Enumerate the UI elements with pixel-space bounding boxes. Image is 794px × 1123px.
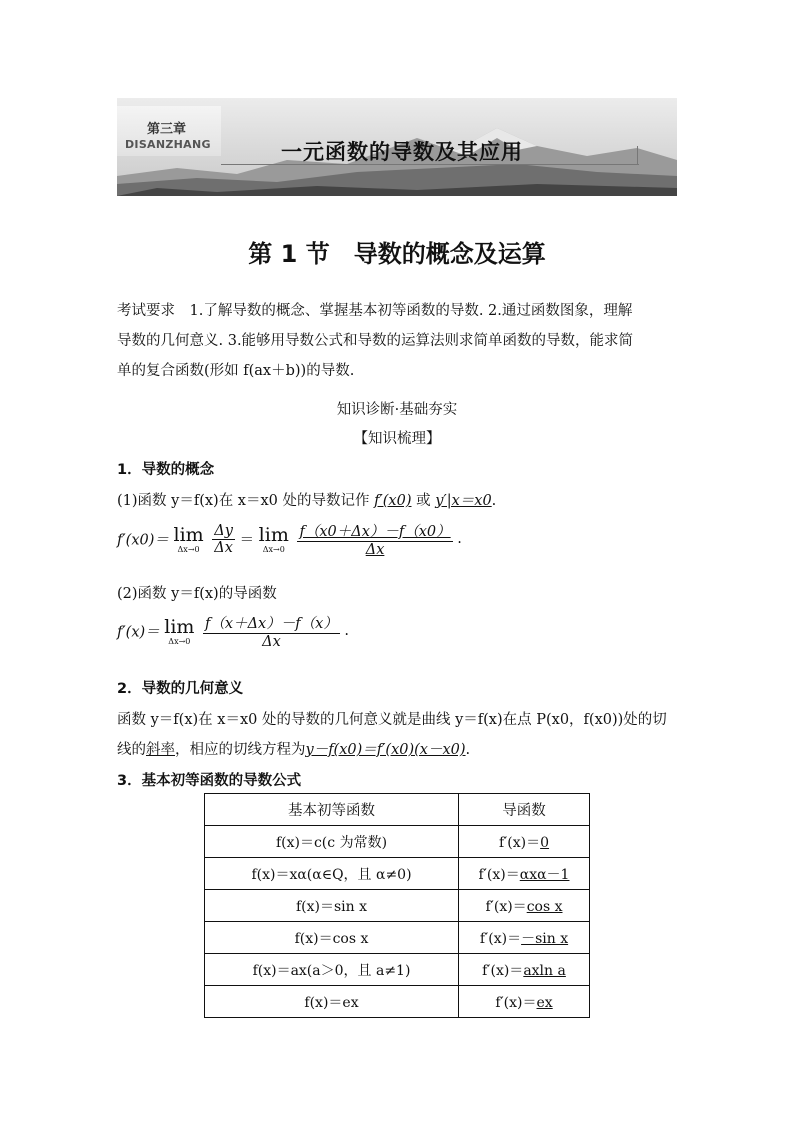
deriv-prefix: f′(x)＝ (479, 930, 522, 947)
formula-2-frac (203, 612, 340, 650)
s1-item1-notation-b: y′|x＝x0 (435, 493, 492, 509)
deriv-answer: 0 (540, 834, 550, 851)
table-cell-deriv (459, 890, 590, 922)
deriv-answer: axln a (523, 962, 566, 979)
requirements-line-1: 考试要求 1.了解导数的概念、掌握基本初等函数的导数. 2.通过函数图象，理解 (117, 303, 633, 319)
formula-2-num: f（x＋Δx）－f（x） (203, 612, 340, 634)
formula-1-den-1: Δx (214, 539, 233, 556)
chapter-banner (117, 98, 677, 196)
requirements-line-2: 导数的几何意义. 3.能够用导数公式和导数的运算法则求简单函数的导数，能求简 (117, 333, 634, 349)
formula-1-num-1: Δy (214, 522, 233, 539)
formula-2-lim: lim (164, 615, 195, 638)
s3-heading: 3．基本初等函数的导数公式 (117, 773, 302, 789)
bracket-heading: 【知识梳理】 (353, 431, 441, 447)
table-row (205, 858, 590, 890)
s2-line-1: 函数 y＝f(x)在 x＝x0 处的导数的几何意义就是曲线 y＝f(x)在点 P(x0，f(x0))处的切 (117, 712, 667, 728)
formula-1-frac-1 (212, 523, 235, 556)
chapter-pinyin: DISANZHANG (125, 138, 211, 151)
table-row (205, 954, 590, 986)
table-cell-deriv (459, 954, 590, 986)
formula-2: f′(x)＝ lim Δx→0 $\frac{f(x+\Delta x)-f(x)}{\Delta x}$ . (117, 612, 349, 650)
formula-1-lim: lim (173, 523, 204, 546)
formula-1-lim-sub-2: Δx→0 (262, 544, 285, 554)
s2-heading: 2．导数的几何意义 (117, 681, 244, 697)
s1-item1-or: 或 (416, 493, 431, 509)
table-cell-deriv (459, 826, 590, 858)
subheading: 知识诊断·基础夯实 (336, 402, 458, 418)
table-header-func: 基本初等函数 (205, 794, 459, 826)
formula-1-num-2: f（x0＋Δx）－f（x0） (297, 520, 452, 542)
table-row (205, 986, 590, 1018)
deriv-answer: cos x (526, 898, 563, 915)
s2-line-2-end: . (465, 742, 471, 758)
s1-item1: (1)函数 y＝f(x)在 x＝x0 处的导数记作 f′(x0) 或 y′|x＝x0. (117, 493, 497, 509)
table-cell-func: f(x)＝c(c 为常数) (205, 826, 459, 858)
s1-item1-prefix: (1)函数 y＝f(x)在 x＝x0 处的导数记作 (117, 493, 370, 509)
deriv-prefix: f′(x)＝ (495, 994, 537, 1011)
table-header-row (205, 794, 590, 826)
deriv-prefix: f′(x)＝ (485, 898, 527, 915)
s2-slope: 斜率 (146, 742, 175, 758)
s1-item1-notation-a: f′(x0) (374, 493, 412, 509)
formula-1: f′(x0)＝ lim Δx→0 $\frac{\Delta y}{\Delta x}$ ＝ lim Δx→0 $\frac{f(x0+\Delta x)-f(x0)}{\Delta x}$ . (117, 520, 462, 558)
formula-1-lim-2: lim (258, 523, 289, 546)
table-cell-func: f(x)＝xα(α∈Q，且 α≠0) (205, 858, 459, 890)
deriv-answer: －sin x (521, 930, 569, 947)
table-cell-deriv (459, 858, 590, 890)
s1-item2: (2)函数 y＝f(x)的导函数 (117, 586, 277, 602)
requirements-paragraph (117, 296, 687, 386)
derivative-table (204, 793, 590, 1018)
formula-1-limit-2 (259, 525, 289, 554)
deriv-answer: ex (536, 994, 553, 1011)
s2-tangent-equation: y－f(x0)＝f′(x0)(x－x0) (305, 742, 466, 758)
table-cell-func: f(x)＝sin x (205, 890, 459, 922)
table-row (205, 922, 590, 954)
formula-1-limit (174, 525, 204, 554)
formula-2-den: Δx (262, 634, 281, 650)
chapter-title: 一元函数的导数及其应用 (281, 140, 523, 164)
formula-1-lhs: f′(x0)＝ (117, 532, 169, 549)
s2-line-2 (117, 738, 470, 759)
deriv-answer: αxα－1 (519, 866, 570, 883)
deriv-prefix: f′(x)＝ (478, 866, 520, 883)
table-cell-deriv (459, 986, 590, 1018)
formula-1-lim-sub: Δx→0 (177, 544, 200, 554)
section-title: 第 1 节 导数的概念及运算 (248, 240, 546, 268)
table-cell-func: f(x)＝ex (205, 986, 459, 1018)
formula-1-frac-2 (297, 520, 452, 558)
table-row (205, 826, 590, 858)
table-cell-func: f(x)＝cos x (205, 922, 459, 954)
s2-line-2-mid: ，相应的切线方程为 (175, 742, 306, 758)
formula-1-eq: ＝ (239, 532, 255, 549)
deriv-prefix: f′(x)＝ (482, 962, 524, 979)
table-cell-deriv (459, 922, 590, 954)
formula-1-den-2: Δx (365, 542, 385, 558)
table-header-deriv: 导函数 (459, 794, 590, 826)
formula-2-limit (164, 617, 194, 646)
formula-2-lhs: f′(x)＝ (117, 624, 160, 641)
formula-2-lim-sub: Δx→0 (168, 636, 191, 646)
table-row (205, 890, 590, 922)
chapter-number: 第三章 (147, 122, 187, 137)
deriv-prefix: f′(x)＝ (498, 834, 541, 851)
banner-tick (637, 146, 638, 164)
requirements-line-3: 单的复合函数(形如 f(ax＋b))的导数. (117, 363, 355, 379)
table-cell-func: f(x)＝ax(a＞0，且 a≠1) (205, 954, 459, 986)
s2-line-2-prefix: 线的 (117, 742, 146, 758)
s1-heading: 1．导数的概念 (117, 462, 215, 478)
